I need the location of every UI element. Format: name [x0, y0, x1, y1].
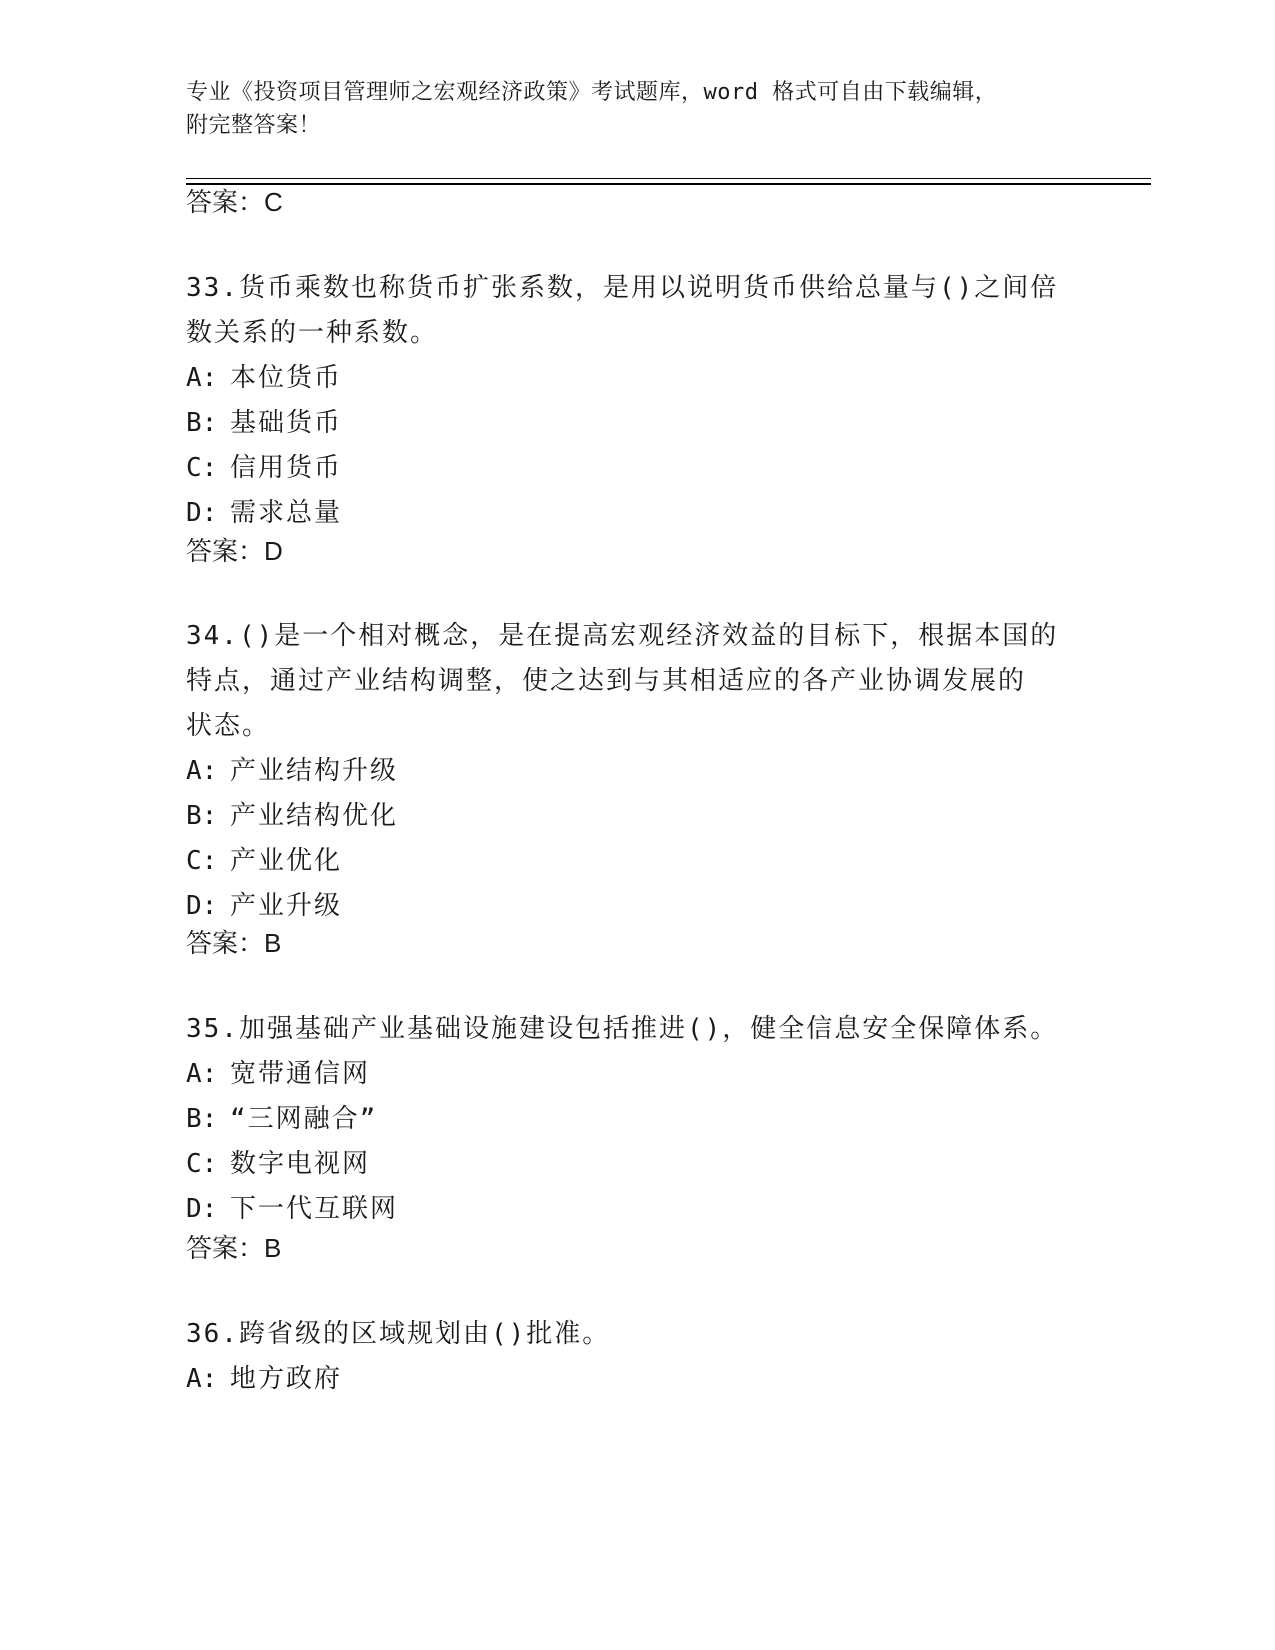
question-text-line: 33.货币乘数也称货币扩张系数，是用以说明货币供给总量与()之间倍 — [186, 273, 1059, 303]
option-text: 基础货币 — [230, 408, 343, 438]
question-block — [186, 266, 1086, 536]
option-key: A: — [186, 1059, 218, 1089]
option-text: 产业结构优化 — [230, 801, 399, 831]
header-line-1: 专业《投资项目管理师之宏观经济政策》考试题库，word 格式可自由下载编辑， — [186, 80, 998, 105]
answer-value: B — [264, 1233, 283, 1263]
option-text: 产业结构升级 — [230, 756, 399, 786]
option-key: A: — [186, 756, 218, 786]
question-block — [186, 1312, 1086, 1402]
option-d — [186, 491, 1086, 536]
option-text: 宽带通信网 — [230, 1059, 371, 1089]
header-divider-thin — [186, 178, 1151, 179]
answer-label: 答案： — [186, 187, 265, 217]
option-key: C: — [186, 453, 218, 483]
option-text: “三网融合” — [230, 1104, 378, 1134]
question-text-line: 状态。 — [186, 711, 271, 741]
question-text-line: 36.跨省级的区域规划由()批准。 — [186, 1319, 611, 1349]
answer-label: 答案： — [186, 928, 265, 958]
question-text-line: 数关系的一种系数。 — [186, 318, 439, 348]
option-c — [186, 1142, 1086, 1187]
header-divider-thick — [186, 183, 1151, 185]
option-key: D: — [186, 498, 218, 528]
option-b — [186, 794, 1086, 839]
option-c — [186, 839, 1086, 884]
option-text: 地方政府 — [230, 1364, 343, 1394]
option-key: C: — [186, 846, 218, 876]
question-text-line: 特点，通过产业结构调整，使之达到与其相适应的各产业协调发展的 — [186, 666, 1027, 696]
option-a — [186, 1052, 1086, 1097]
option-text: 信用货币 — [230, 453, 343, 483]
option-a — [186, 749, 1086, 794]
option-key: D: — [186, 1194, 218, 1224]
option-text: 本位货币 — [230, 363, 343, 393]
question-text-line: 35.加强基础产业基础设施建设包括推进()，健全信息安全保障体系。 — [186, 1014, 1059, 1044]
option-d — [186, 884, 1086, 929]
option-a — [186, 356, 1086, 401]
option-text: 数字电视网 — [230, 1149, 371, 1179]
option-c — [186, 446, 1086, 491]
option-key: B: — [186, 801, 218, 831]
answer-line — [186, 186, 1086, 218]
answer-line — [186, 1232, 1086, 1264]
option-b — [186, 1097, 1086, 1142]
option-key: D: — [186, 891, 218, 921]
option-key: C: — [186, 1149, 218, 1179]
answer-value: C — [264, 187, 284, 217]
option-text: 产业升级 — [230, 891, 343, 921]
question-block — [186, 614, 1086, 929]
question-block — [186, 1007, 1086, 1232]
answer-line — [186, 927, 1086, 959]
option-key: A: — [186, 363, 218, 393]
answer-value: B — [264, 928, 283, 958]
option-text: 需求总量 — [230, 498, 343, 528]
answer-label: 答案： — [186, 1233, 265, 1263]
question-text-line: 34.()是一个相对概念，是在提高宏观经济效益的目标下，根据本国的 — [186, 621, 1059, 651]
option-b — [186, 401, 1086, 446]
document-header — [186, 76, 1066, 142]
option-key: B: — [186, 1104, 218, 1134]
answer-line — [186, 535, 1086, 567]
option-text: 下一代互联网 — [230, 1194, 399, 1224]
option-a — [186, 1357, 1086, 1402]
option-d — [186, 1187, 1086, 1232]
answer-value: D — [264, 536, 284, 566]
option-text: 产业优化 — [230, 846, 343, 876]
option-key: B: — [186, 408, 218, 438]
header-line-2: 附完整答案！ — [186, 113, 322, 138]
answer-label: 答案： — [186, 536, 265, 566]
option-key: A: — [186, 1364, 218, 1394]
